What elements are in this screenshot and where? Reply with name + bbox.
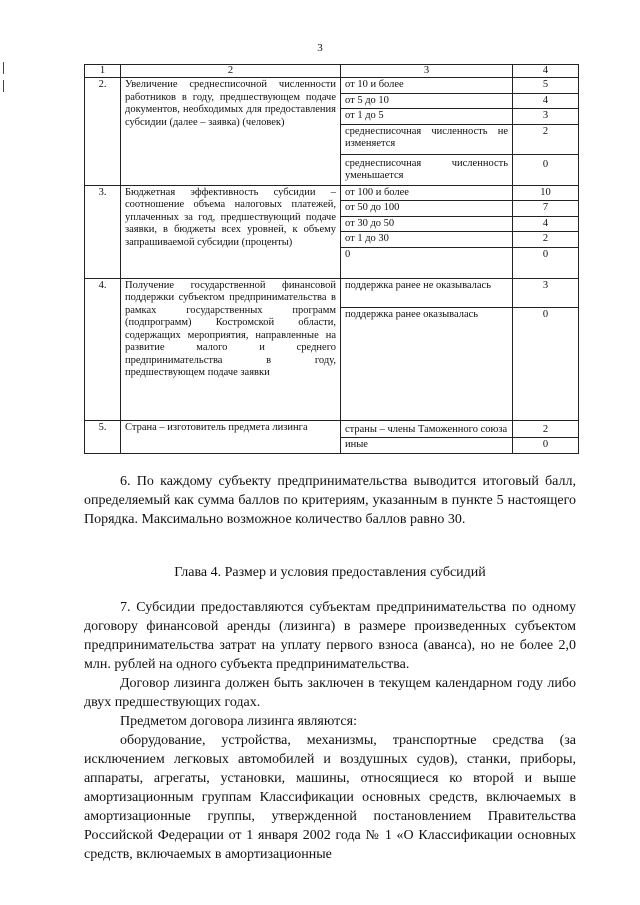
paragraph-7: 7. Субсидии предоставляются субъектам предпринимательства по одному договору финансовой аренды (лизинга) в размере произведенных субъектом предпринимательства затрат на уплату первого взноса (аванса), но не более 2,0 млн. рублей на одного субъекта предпринимательства. [84, 600, 576, 672]
row-number: 5. [85, 420, 121, 453]
margin-marks [3, 62, 4, 98]
table-row [85, 420, 579, 438]
score-cell: 0 [513, 307, 579, 420]
condition-cell: от 30 до 50 [341, 216, 513, 232]
score-cell: 2 [513, 124, 579, 154]
condition-cell: иные [341, 438, 513, 454]
condition-cell: 0 [341, 247, 513, 278]
condition-cell: от 1 до 30 [341, 232, 513, 248]
condition-cell: от 10 и более [341, 78, 513, 94]
condition-cell: от 50 до 100 [341, 201, 513, 217]
condition-cell: от 5 до 10 [341, 93, 513, 109]
score-cell: 0 [513, 154, 579, 185]
criterion-cell: Увеличение среднесписочной численности работников в году, предшествующем подаче документов, необходимых для предоставления субсидии (далее – заявка) (человек) [121, 78, 341, 186]
header-cell: 4 [513, 65, 579, 78]
paragraph-equipment: оборудование, устройства, механизмы, транспортные средства (за исключением легковых автомобилей и воздушных судов), станки, приборы, аппараты, агрегаты, установки, машины, относящиеся ко второй и выше амортизационным группам Классификации основных средств, включаемых в амортизационные группы, утвержденной постановлением Правительства Российской Федерации от 1 января 2002 года № 1 «О Классификации основных средств, включаемых в амортизационные [84, 733, 576, 862]
paragraph-lease-term: Договор лизинга должен быть заключен в текущем календарном году либо двух предшествующих годах. [84, 676, 576, 710]
condition-cell: поддержка ранее не оказывалась [341, 278, 513, 307]
paragraph-6: 6. По каждому субъекту предпринимательства выводится итоговый балл, определяемый как сумма баллов по критериям, указанным в пункте 5 настоящего Порядка. Максимально возможное количество баллов равно 30. [84, 474, 576, 527]
condition-cell: поддержка ранее оказывалась [341, 307, 513, 420]
score-cell: 2 [513, 420, 579, 438]
table-row [85, 185, 579, 201]
header-cell: 1 [85, 65, 121, 78]
main-text-block [84, 598, 576, 864]
header-cell: 3 [341, 65, 513, 78]
score-cell: 7 [513, 201, 579, 217]
criteria-table [84, 64, 579, 454]
paragraph-6-block [84, 472, 576, 529]
chapter-heading: Глава 4. Размер и условия предоставления субсидий [174, 565, 486, 580]
score-cell: 3 [513, 109, 579, 125]
score-cell: 0 [513, 247, 579, 278]
score-cell: 3 [513, 278, 579, 307]
score-cell: 10 [513, 185, 579, 201]
condition-cell: среднесписочная численность уменьшается [341, 154, 513, 185]
score-cell: 4 [513, 93, 579, 109]
table-header-row [85, 65, 579, 78]
paragraph-subject-intro: Предметом договора лизинга являются: [120, 714, 357, 729]
header-cell: 2 [121, 65, 341, 78]
table-row [85, 78, 579, 94]
table-row [85, 278, 579, 307]
condition-cell: страны – члены Таможенного союза [341, 420, 513, 438]
row-number: 2. [85, 78, 121, 186]
criterion-cell: Страна – изготовитель предмета лизинга [121, 420, 341, 453]
condition-cell: от 100 и более [341, 185, 513, 201]
criterion-cell: Получение государственной финансовой поддержки субъектом предпринимательства в рамках государственных программ (подпрограмм) Костромской области, содержащих мероприятия, направленные на развитие малого и среднего предпринимательства в году, предшествующем подаче заявки [121, 278, 341, 420]
score-cell: 5 [513, 78, 579, 94]
row-number: 4. [85, 278, 121, 420]
criterion-cell: Бюджетная эффективность субсидии – соотношение объема налоговых платежей, уплаченных за год, предшествующий подаче заявки, в бюджеты всех уровней, к объему запрашиваемой субсидии (проценты) [121, 185, 341, 278]
page-number: 3 [317, 42, 323, 54]
score-cell: 2 [513, 232, 579, 248]
score-cell: 4 [513, 216, 579, 232]
score-cell: 0 [513, 438, 579, 454]
condition-cell: от 1 до 5 [341, 109, 513, 125]
row-number: 3. [85, 185, 121, 278]
condition-cell: среднесписочная численность не изменяется [341, 124, 513, 154]
